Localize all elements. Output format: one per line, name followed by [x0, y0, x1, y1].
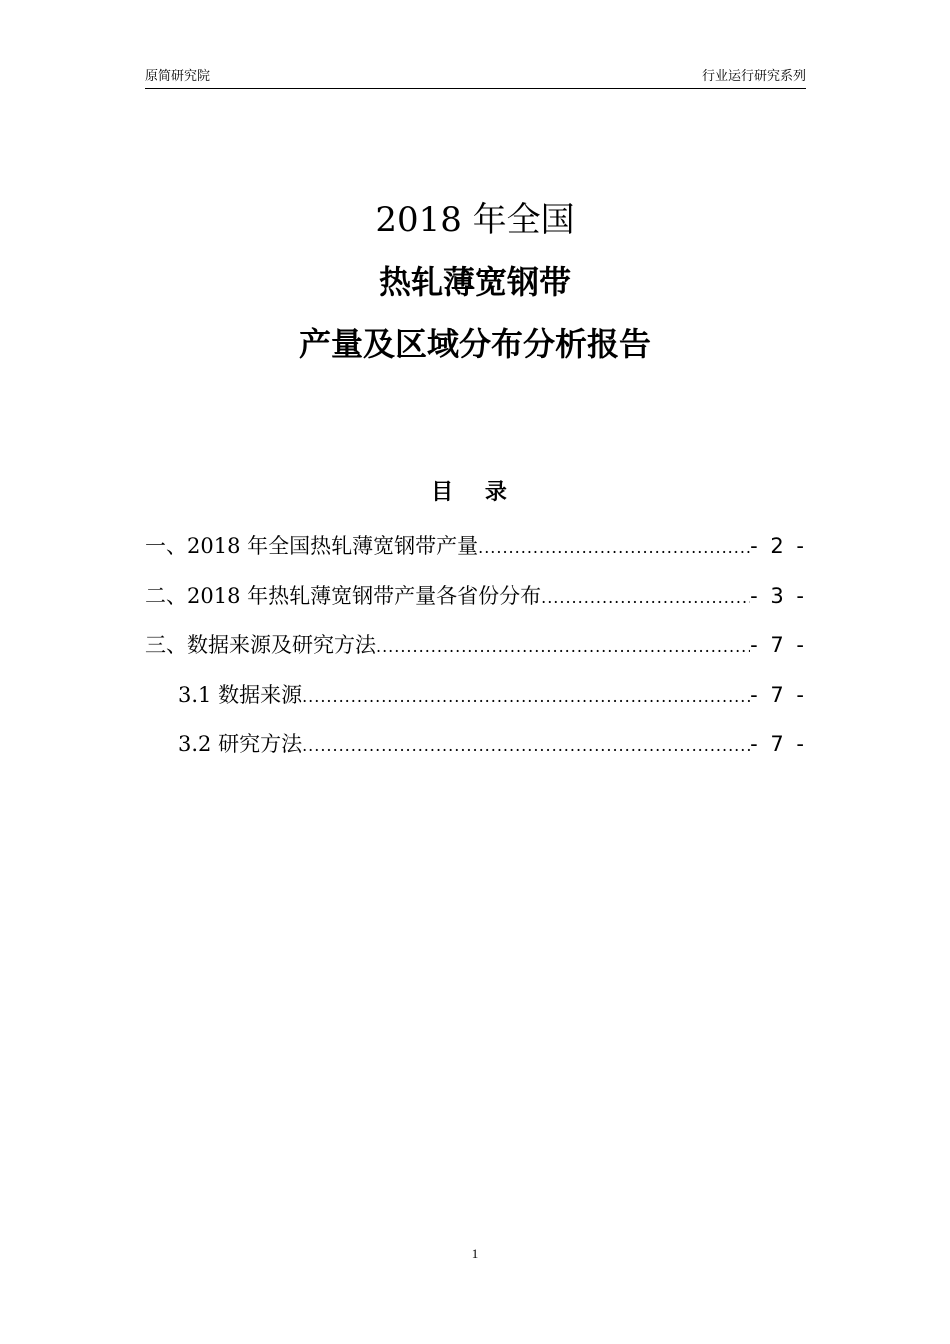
toc-page-number: - 7 -: [750, 682, 807, 707]
report-title: [0, 200, 950, 386]
toc-leader-dots: [541, 582, 750, 614]
toc-heading: 目 录: [431, 480, 519, 505]
page-number: 1: [471, 1246, 479, 1261]
toc-entry-label: 一、2018 年全国热轧薄宽钢带产量: [145, 534, 479, 558]
toc-entry-national-output[interactable]: [145, 530, 807, 580]
toc-leader-dots: [302, 681, 750, 713]
toc-leader-dots: [478, 532, 750, 564]
toc-page-number: - 7 -: [750, 732, 807, 756]
toc-entry-data-source[interactable]: [145, 679, 807, 729]
toc-entry-data-and-method[interactable]: [145, 629, 807, 679]
page-header: [145, 68, 806, 89]
toc-entry-label: 三、数据来源及研究方法: [145, 633, 376, 657]
title-line-year: 2018 年全国: [375, 200, 575, 240]
toc-page-number: - 7 -: [750, 633, 807, 657]
toc-entry-label: 3.2 研究方法: [178, 732, 303, 756]
toc-leader-dots: [376, 631, 750, 663]
toc-entry-province-distribution[interactable]: [145, 580, 807, 630]
title-line-subject: 产量及区域分布分析报告: [298, 325, 651, 363]
table-of-contents: [145, 530, 807, 778]
toc-page-number: - 2 -: [750, 534, 807, 558]
toc-entry-research-method[interactable]: [145, 728, 807, 778]
toc-leader-dots: [302, 730, 750, 762]
toc-entry-label: 二、2018 年热轧薄宽钢带产量各省份分布: [145, 583, 542, 608]
toc-page-number: - 3 -: [750, 583, 807, 608]
toc-entry-label: 3.1 数据来源: [178, 682, 303, 707]
header-series: 行业运行研究系列: [701, 69, 806, 84]
title-line-product: 热轧薄宽钢带: [378, 263, 571, 301]
header-organization: 原简研究院: [145, 69, 211, 84]
